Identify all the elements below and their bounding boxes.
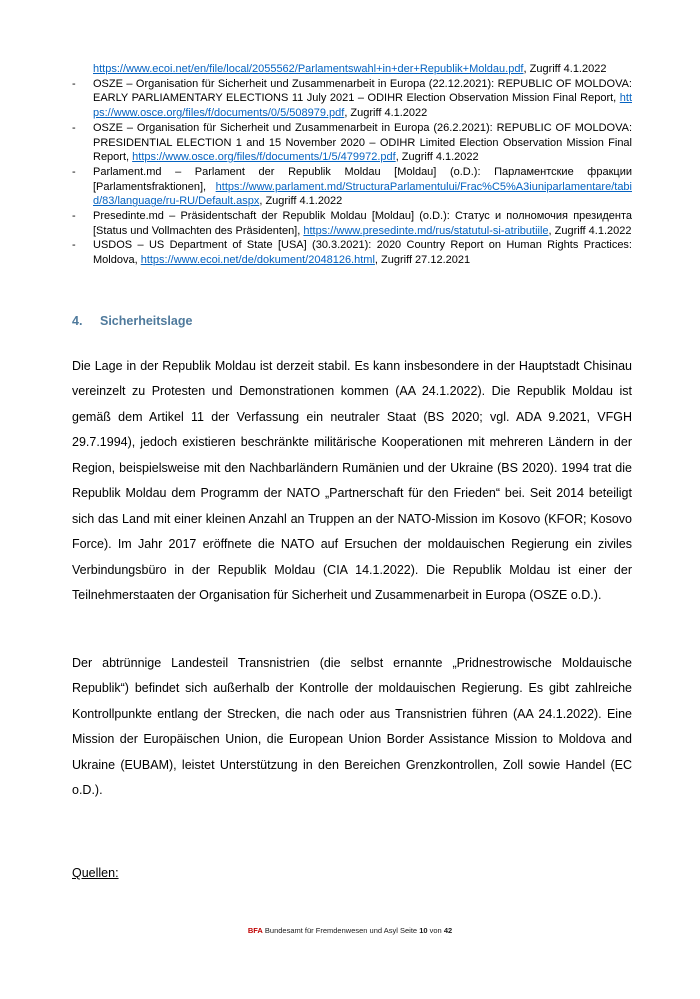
source-item: [72, 165, 632, 209]
source-link[interactable]: https://www.parlament.md/StructuraParlamentului/Frac%C5%A3iuniparlamentare/tabid/83/language/ru-RU/Default.aspx: [93, 180, 632, 208]
source-link[interactable]: https://www.presedinte.md/rus/statutul-si-atributiile: [303, 224, 549, 237]
source-text: USDOS – US Department of State [USA] (30.3.2021): 2020 Country Report on Human Rights Practices: Moldova,: [93, 239, 632, 267]
footer-org-abbr: BFA: [247, 926, 263, 935]
list-dash: -: [72, 239, 76, 252]
source-item: [72, 238, 632, 267]
source-text: OSZE – Organisation für Sicherheit und Zusammenarbeit in Europa (22.12.2021): REPUBLIC OF MOLDOVA: EARLY PARLIAMENTARY ELECTIONS 11 July 2021 – ODIHR Election Observation Mission Final Report,: [93, 77, 632, 105]
source-text: , Zugriff 4.1.2022: [548, 224, 632, 237]
source-text: Parlament.md – Parlament der Republik Moldau [Moldau] (o.D.): Парламентские фракции [Parlamentsfraktionen],: [93, 165, 632, 193]
source-item: [72, 77, 632, 121]
page-footer: [0, 926, 700, 935]
source-item-text: [93, 62, 632, 77]
list-dash: [72, 62, 93, 77]
source-item: [72, 62, 632, 77]
source-link[interactable]: https://www.osce.org/files/f/documents/1/5/479972.pdf: [132, 151, 396, 164]
source-link[interactable]: https://www.ecoi.net/de/dokument/2048126.html: [140, 254, 375, 267]
section-title: Sicherheitslage: [100, 313, 193, 328]
quellen-label: Quellen:: [72, 865, 119, 880]
list-dash: -: [72, 121, 76, 134]
source-link[interactable]: https://www.osce.org/files/f/documents/0/5/508979.pdf: [93, 92, 632, 120]
source-item: [72, 209, 632, 238]
source-item-text: [93, 209, 632, 238]
source-item-text: [93, 121, 632, 165]
list-dash: -: [72, 210, 76, 223]
section-number: 4.: [72, 313, 83, 328]
quellen-heading: [72, 866, 632, 880]
paragraph-transnistria: Der abtrünnige Landesteil Transnistrien (die selbst ernannte „Pridnestrowische Moldauische Republik“) befindet sich außerhalb der Kontrolle der moldauischen Regierung. Es gibt zahlreiche Kontrollpunkte entlang der Strecken, die nach oder aus Transnistrien führen (AA 24.1.2022). Eine Mission der Europäischen Union, die European Union Border Assistance Mission to Moldova and Ukraine (EUBAM), leistet Unterstützung in den Bereichen Grenzkontrollen, Zoll sowie Handel (EC o.D.).: [72, 655, 632, 798]
source-text: , Zugriff 4.1.2022: [259, 195, 343, 208]
source-item: [72, 121, 632, 165]
footer-page-total: 42: [443, 926, 453, 935]
list-dash: -: [72, 77, 76, 90]
footer-of-label: von: [429, 926, 442, 935]
paragraph-security-situation: Die Lage in der Republik Moldau ist derzeit stabil. Es kann insbesondere in der Hauptstadt Chisinau vereinzelt zu Protesten und Demonstrationen kommen (AA 24.1.2022). Die Republik Moldau ist gemäß dem Artikel 11 der Verfassung ein neutraler Staat (BS 2020; vgl. ADA 9.2021, VFGH 29.7.1994), jedoch existieren beschränkte militärische Kooperationen mit mehreren Ländern in der Region, beispielsweise mit den Nachbarländern Rumänien und der Ukraine (BS 2020). 1994 trat die Republik Moldau dem Programm der NATO „Partnerschaft für den Frieden“ bei. Seit 2014 beteiligt sich das Land mit einer kleinen Anzahl an Truppen an der NATO-Mission im Kosovo (KFOR; Kosovo Force). Im Jahr 2017 eröffnete die NATO auf Ersuchen der moldauischen Regierung ein ziviles Verbindungsbüro in der Republik Moldau (CIA 14.1.2022). Die Republik Moldau ist einer der Teilnehmerstaaten der Organisation für Sicherheit und Zusammenarbeit in Europa (OSZE o.D.).: [72, 358, 632, 603]
source-text: , Zugriff 4.1.2022: [523, 63, 607, 75]
source-item-text: [93, 165, 632, 209]
source-item-text: [93, 238, 632, 267]
source-text: , Zugriff 4.1.2022: [344, 107, 428, 120]
source-text: Presedinte.md – Präsidentschaft der Republik Moldau [Moldau] (o.D.): Статус и полномочия президента [Status und Vollmachten des Präsidenten],: [93, 210, 632, 237]
source-text: , Zugriff 4.1.2022: [395, 151, 479, 164]
source-text: OSZE – Organisation für Sicherheit und Zusammenarbeit in Europa (26.2.2021): REPUBLIC OF MOLDOVA: PRESIDENTIAL ELECTION 1 and 15 November 2020 – ODIHR Limited Election Observation Mission Final Report,: [93, 121, 632, 164]
footer-page-label: Seite: [400, 926, 418, 935]
source-link[interactable]: https://www.ecoi.net/en/file/local/2055562/Parlamentswahl+in+der+Republik+Moldau.pdf: [93, 63, 524, 75]
source-text: , Zugriff 27.12.2021: [374, 254, 471, 267]
list-dash: -: [72, 165, 76, 178]
footer-page-number: 10: [419, 926, 428, 935]
footer-org-name: Bundesamt für Fremdenwesen und Asyl: [264, 926, 398, 935]
source-item-text: [93, 77, 632, 121]
section-heading: [72, 314, 632, 328]
sources-list: [72, 62, 632, 268]
